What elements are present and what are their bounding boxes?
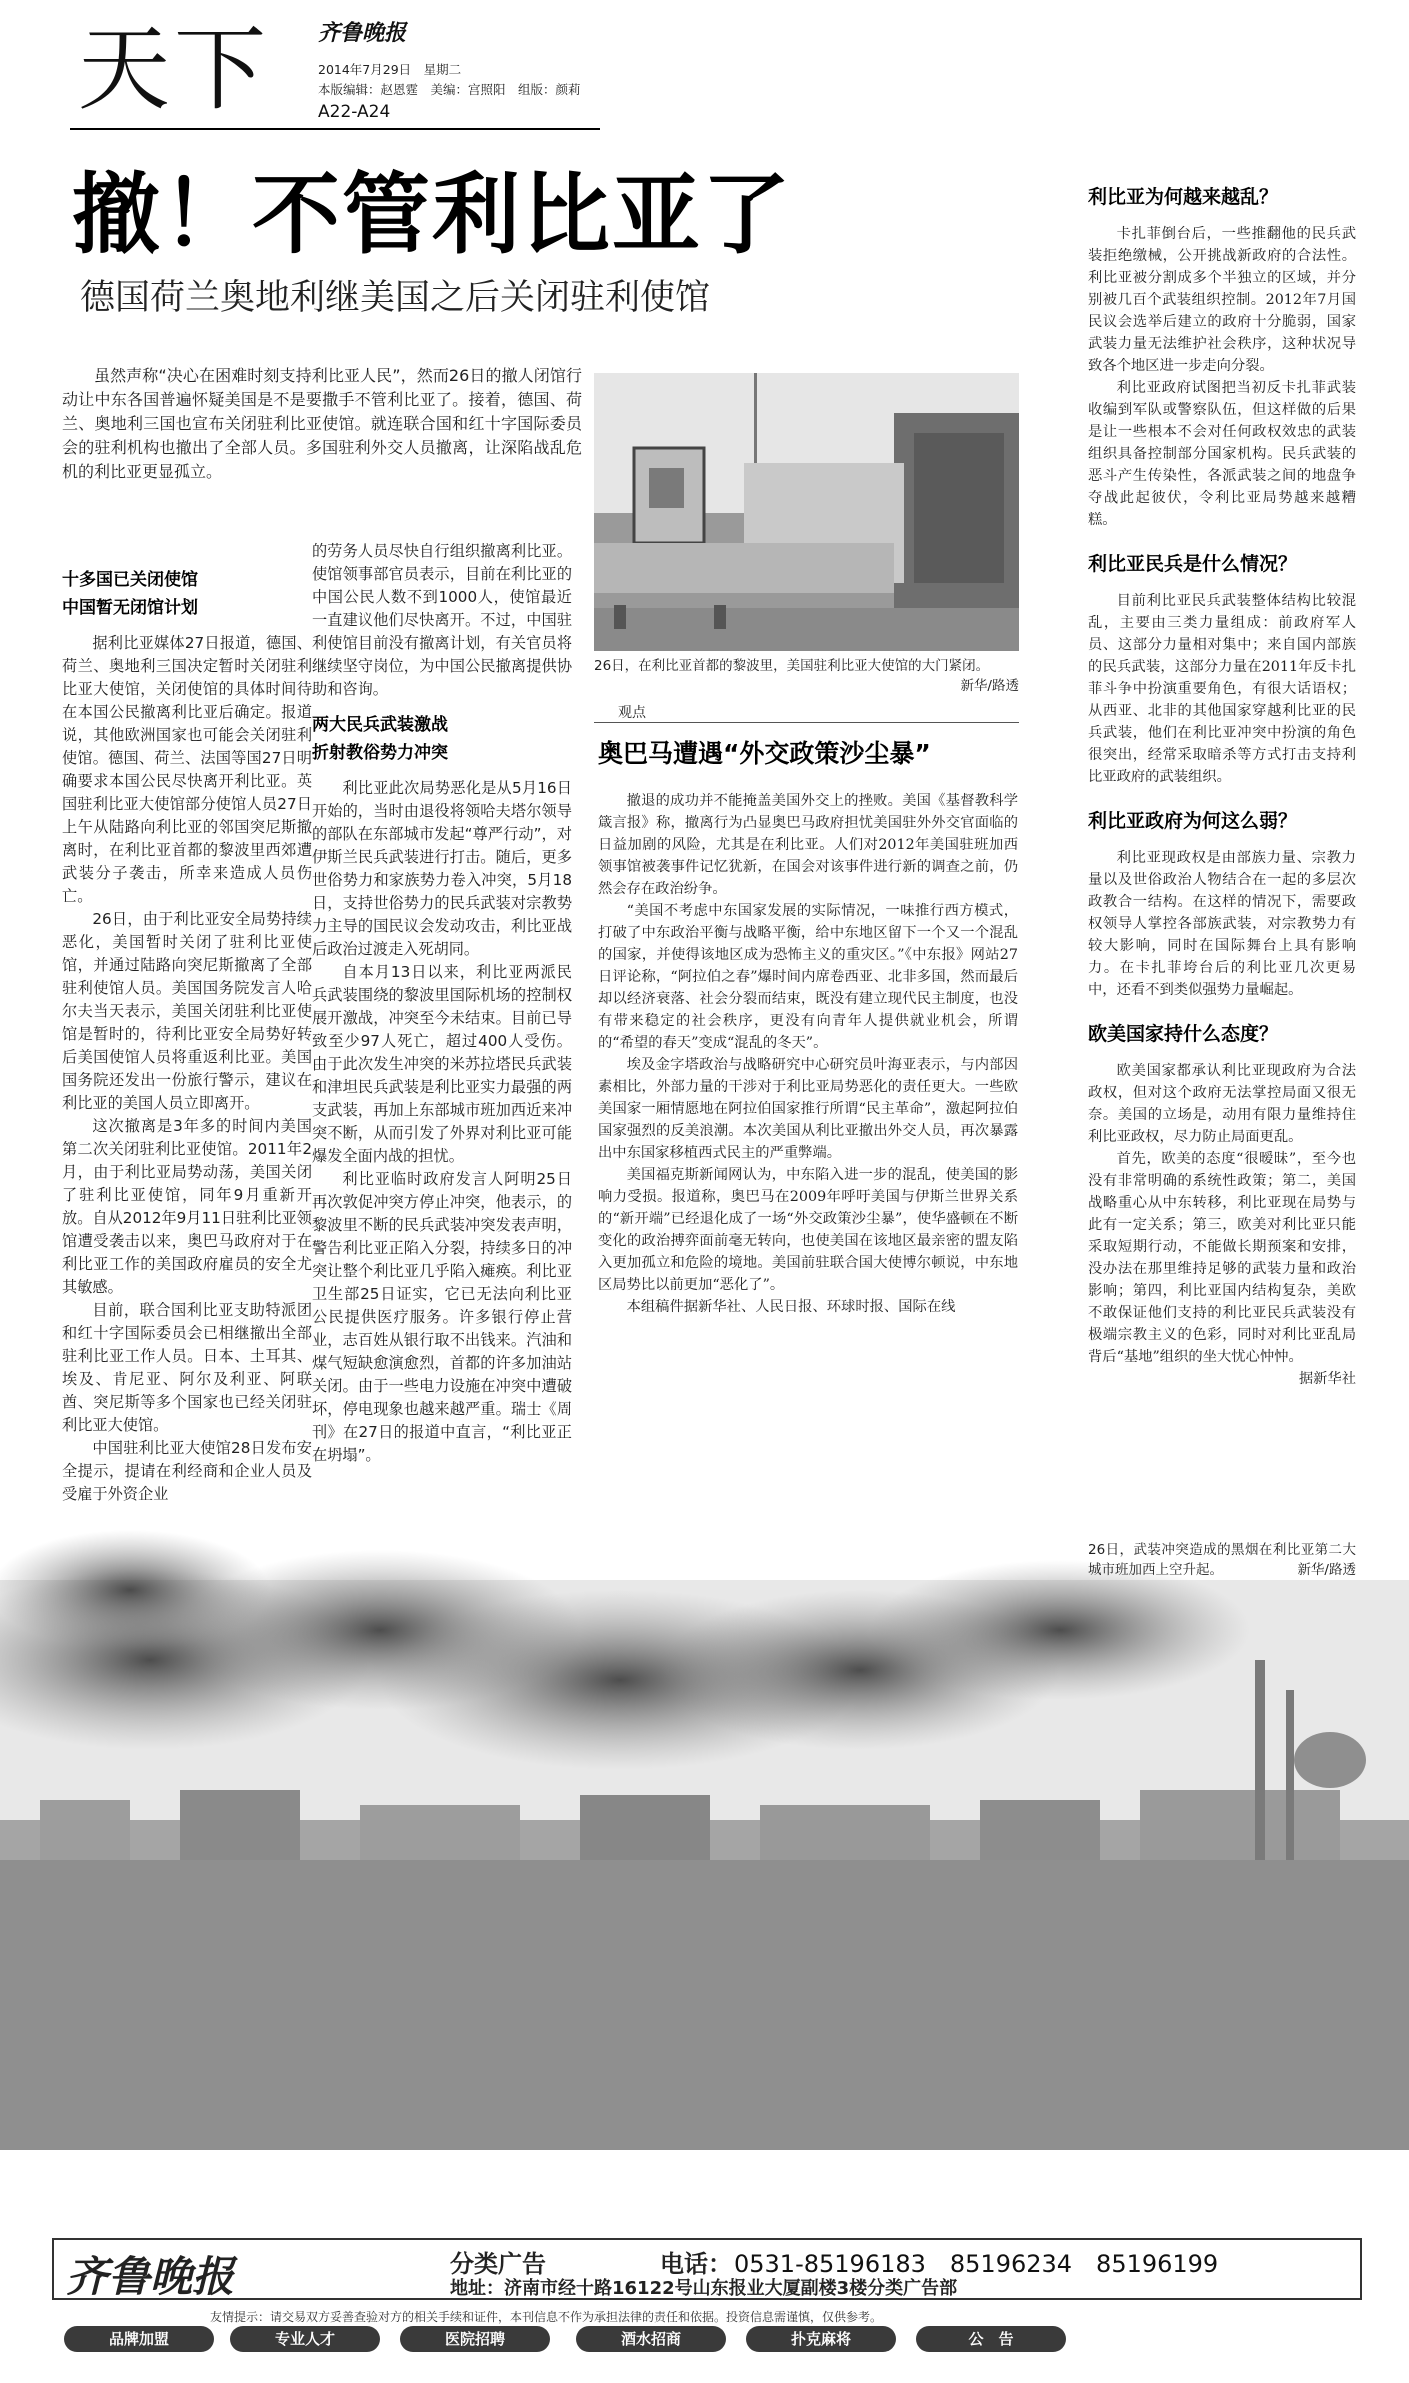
col2-paragraph: 利比亚临时政府发言人阿明25日再次敦促冲突方停止冲突，他表示，的黎波里不断的民兵武装冲突发表声明，警告利比亚正陷入分裂，持续多日的冲突让整个利比亚几乎陷入瘫痪。利比亚卫生部25日证实，它已无法向利比亚公民提供医疗服务。许多银行停止营业，志百姓从银行取不出钱来。汽油和煤气短缺愈演愈烈，首都的许多加油站关闭。由于一些电力设施在冲突中遭破坏，停电现象也越来越严重。瑞士《周刊》在27日的报道中直言，“利比亚正在坍塌”。	[312, 1170, 572, 1464]
classifieds-address: 地址：济南市经十路16122号山东报业大厦副楼3楼分类广告部	[450, 2278, 958, 2299]
opinion-paragraph: 埃及金字塔政治与战略研究中心研究员叶海亚表示，与内部因素相比，外部力量的干涉对于利比亚局势恶化的责任更大。一些欧美国家一厢情愿地在阿拉伯国家推行所谓“民主革命”，激起阿拉伯国家强烈的反美浪潮。本次美国从利比亚撤出外交人员，再次暴露出中东国家移植西式民主的严重弊端。	[598, 1057, 1018, 1161]
col2-heading-1: 两大民兵武装激战	[312, 715, 448, 735]
category-header: 医院招聘	[400, 2326, 550, 2352]
subheadline: 德国荷兰奥地利继美国之后关闭驻利使馆	[80, 278, 711, 318]
classifieds-notice: 友情提示：请交易双方妥善查验对方的相关手续和证件，本刊信息不作为承担法律的责任和依据。投资信息需谨慎，仅供参考。	[210, 2310, 883, 2324]
benghazi-photo-caption: 26日，武装冲突造成的黑烟在利比亚第二大城市班加西上空升起。 新华/路透	[1088, 1542, 1356, 1578]
col2-paragraph: 自本月13日以来，利比亚两派民兵武装围绕的黎波里国际机场的控制权展开激战，冲突至今未结束。目前已导致至少97人死亡，超过400人受伤。由于此次发生冲突的米苏拉塔民兵武装和津坦民兵武装是利比亚实力最强的两支武装，再加上东部城市班加西近来冲突不断，从而引发了外界对利比亚可能爆发全面内战的担忧。	[312, 963, 572, 1165]
col2-heading-2: 折射教俗势力冲突	[312, 743, 448, 763]
col1-paragraph: 26日，由于利比亚安全局势持续恶化，美国暂时关闭了驻利比亚使馆，并通过陆路向突尼斯撤离了全部驻利使馆人员。美国国务院发言人哈尔夫当天表示，美国关闭驻利比亚使馆是暂时的，待利比亚安全局势好转后美国使馆人员将重返利比亚。美国国务院还发出一份旅行警示，建议在利比亚的美国人员立即离开。	[62, 910, 312, 1112]
col2-paragraph: 的劳务人员尽快自行组织撤离利比亚。使馆领事部官员表示，目前在利比亚的中国公民人数不到1000人，使馆最近一直建议他们尽快离开。不过，中国驻利使馆目前没有撤离计划，有关官员将继续坚守岗位，为中国公民撤离提供协助和咨询。	[312, 542, 572, 698]
benghazi-photo-credit: 新华/路透	[1297, 1562, 1356, 1578]
classifieds-phone-label: 电话：	[660, 2250, 732, 2278]
col2-paragraph: 利比亚此次局势恶化是从5月16日开始的，当时由退役将领哈夫塔尔领导的部队在东部城市发起“尊严行动”，对伊斯兰民兵武装进行打击。随后，更多世俗势力和家族势力卷入冲突，5月18日，支持世俗势力的民兵武装对宗教势力主导的国民议会发动攻击，利比亚战后政治过渡走入死胡同。	[312, 779, 572, 958]
sidebar-question: 利比亚为何越来越乱？	[1088, 186, 1279, 208]
sidebar-credit: 据新华社	[1298, 1371, 1356, 1387]
col1-paragraph: 据利比亚媒体27日报道，德国、荷兰、奥地利三国决定暂时关闭驻利比亚大使馆，关闭使馆的具体时间待在本国公民撤离利比亚后确定。报道说，其他欧洲国家也可能会关闭驻利使馆。德国、荷兰、法国等国27日明确要求本国公民尽快离开利比亚。英国驻利比亚大使馆部分使馆人员27日上午从陆路向利比亚的邻国突尼斯撤离时，在利比亚首都的黎波里西郊遭武装分子袭击，所幸来造成人员伤亡。	[62, 634, 312, 905]
col1-paragraph: 这次撤离是3年多的时间内美国第二次关闭驻利比亚使馆。2011年2月，由于利比亚局势动荡，美国关闭了驻利比亚使馆，同年9月重新开放。自从2012年9月11日驻利比亚领馆遭受袭击以来，奥巴马政府对于在利比亚工作的美国政府雇员的安全尤其敏感。	[62, 1117, 312, 1296]
headline: 撤！不管利比亚了	[72, 163, 793, 266]
sidebar-paragraph: 卡扎菲倒台后，一些推翻他的民兵武装拒绝缴械，公开挑战新政府的合法性。利比亚被分割成多个半独立的区域，并分别被几百个武装组织控制。2012年7月国民议会选举后建立的政府十分脆弱，国家武装力量无法维护社会秩序，这种状况导致各个地区进一步走向分裂。	[1088, 226, 1356, 374]
classifieds-logo: 齐鲁晚报	[66, 2252, 235, 2301]
embassy-gate-illustration	[594, 373, 1019, 651]
category-header: 专业人才	[230, 2326, 380, 2352]
column-1	[62, 566, 312, 1506]
col1-heading-1: 十多国已关闭使馆	[62, 570, 198, 590]
sidebar-paragraph: 首先，欧美的态度“很暧昧”，至今也没有非常明确的系统性政策；第二，美国战略重心从中东转移，利比亚现在局势与此有一定关系；第三，欧美对利比亚只能采取短期行动，不能做长期预案和安排，没办法在那里维持足够的武装力量和政治影响；第四，利比亚国内结构复杂，美欧不敢保证他们支持的利比亚民兵武装没有极端宗教主义的色彩，同时对利比亚乱局背后“基地”组织的坐大忧心忡忡。	[1088, 1151, 1356, 1365]
embassy-photo	[594, 373, 1019, 651]
classifieds-bottom-clip	[0, 2356, 1409, 2383]
col1-heading-2: 中国暂无闭馆计划	[62, 598, 198, 618]
sidebar-question: 欧美国家持什么态度？	[1088, 1023, 1279, 1045]
masthead-divider	[70, 128, 600, 130]
issue-date: 2014年7月29日 星期二	[318, 62, 462, 77]
sidebar-paragraph: 利比亚现政权是由部族力量、宗教力量以及世俗政治人物结合在一起的多层次政教合一结构。在这样的情况下，需要政权领导人掌控各部族武装，对宗教势力有较大影响，同时在国际舞台上具有影响力。在卡扎菲垮台后的利比亚几次更易中，还看不到类似强势力量崛起。	[1088, 850, 1356, 998]
opinion-paragraph: 美国福克斯新闻网认为，中东陷入进一步的混乱，使美国的影响力受损。报道称，奥巴马在2009年呼吁美国与伊斯兰世界关系的“新开端”已经退化成了一场“外交政策沙尘暴”，使华盛顿在不断变化的政治搏弈面前毫无转向，也使美国在该地区最亲密的盟友陷入更加孤立和危险的境地。美国前驻联合国大使博尔顿说，中东地区局势比以前更加“恶化了”。	[598, 1167, 1018, 1293]
opinion-paragraph: “美国不考虑中东国家发展的实际情况，一味推行西方模式，打破了中东政治平衡与战略平衡，给中东地区留下一个又一个混乱的国家，并使得该地区成为恐怖主义的重灾区。”《中东报》网站27日评论称，“阿拉伯之春”爆时间内席卷西亚、北非多国，然而最后却以经济衰落、社会分裂而结束，既没有建立现代民主制度，也没有带来稳定的社会秩序，更没有向青年人提供就业机会，所谓的“希望的春天”变成“混乱的冬天”。	[598, 903, 1018, 1051]
category-header: 酒水招商	[576, 2326, 726, 2352]
editors-line: 本版编辑：赵恩霆 美编：宫照阳 组版：颜莉	[318, 82, 581, 97]
category-header: 公 告	[916, 2326, 1066, 2352]
sidebar-paragraph: 欧美国家都承认利比亚现政府为合法政权，但对这个政府无法掌控局面又很无奈。美国的立场是，动用有限力量维持住利比亚政权，尽力防止局面更乱。	[1088, 1063, 1356, 1145]
section-title: 天下	[78, 16, 271, 123]
embassy-photo-credit: 新华/路透	[960, 678, 1019, 694]
classifieds-category: 分类广告	[450, 2250, 546, 2278]
opinion-tag: 观点	[618, 705, 646, 721]
lead-paragraph: 虽然声称“决心在困难时刻支持利比亚人民”，然而26日的撤人闭馆行动让中东各国普遍怀疑美国是不是要撒手不管利比亚了。接着，德国、荷兰、奥地利三国也宣布关闭驻利比亚使馆。就连联合国和红十字国际委员会的驻利机构也撤出了全部人员。多国驻利外交人员撤离，让深陷战乱危机的利比亚更显孤立。	[62, 366, 582, 481]
category-header: 品牌加盟	[64, 2326, 214, 2352]
sidebar	[1088, 182, 1356, 1390]
paper-logo: 齐鲁晚报	[318, 20, 407, 46]
smoke-cityscape-illustration	[0, 1520, 1409, 2220]
sidebar-question: 利比亚政府为何这么弱？	[1088, 810, 1298, 832]
category-header: 扑克麻将	[746, 2326, 896, 2352]
opinion-rule	[594, 722, 1019, 723]
opinion-title: 奥巴马遭遇“外交政策沙尘暴”	[598, 739, 931, 768]
col1-paragraph: 中国驻利比亚大使馆28日发布安全提示，提请在利经商和企业人员及受雇于外资企业	[62, 1439, 312, 1503]
classifieds-phones: 0531-85196183 85196234 85196199	[734, 2250, 1219, 2278]
col1-paragraph: 目前，联合国利比亚支助特派团和红十字国际委员会已相继撤出全部驻利比亚工作人员。日本、土耳其、埃及、肯尼亚、阿尔及利亚、阿联酋、突尼斯等多个国家也已经关闭驻利比亚大使馆。	[62, 1301, 312, 1434]
sidebar-question: 利比亚民兵是什么情况？	[1088, 553, 1298, 575]
sidebar-paragraph: 目前利比亚民兵武装整体结构比较混乱，主要由三类力量组成：前政府军人员、这部分力量相对集中；来自国内部族的民兵武装，这部分力量在2011年反卡扎菲斗争中扮演重要角色，有很大话语权；从西亚、北非的其他国家穿越利比亚的民兵武装，他们在利比亚冲突中扮演的角色很突出，经常采取暗杀等方式打击支持利比亚政府的武装组织。	[1088, 593, 1356, 785]
page-range: A22-A24	[318, 102, 391, 122]
opinion-paragraph: 撤退的成功并不能掩盖美国外交上的挫败。美国《基督教科学箴言报》称，撤离行为凸显奥巴马政府担忧美国驻外外交官面临的日益加剧的风险，尤其是在利比亚。人们对2012年美国驻班加西领事馆被袭事件记忆犹新，在国会对该事件进行新的调查之前，仍然会存在政治纷争。	[598, 793, 1018, 897]
column-2	[312, 540, 572, 1467]
opinion-sources: 本组稿件据新华社、人民日报、环球时报、国际在线	[626, 1299, 956, 1315]
opinion-body	[598, 790, 1018, 1318]
sidebar-paragraph: 利比亚政府试图把当初反卡扎菲武装收编到军队或警察队伍，但这样做的后果是让一些根本不会对任何政权效忠的武装组织具备控制部分国家机构。民兵武装的恶斗产生传染性，各派武装之间的地盘争夺战此起彼伏，令利比亚局势越来越糟糕。	[1088, 380, 1356, 528]
benghazi-photo	[0, 1520, 1409, 2220]
embassy-photo-caption: 26日，在利比亚首都的黎波里，美国驻利比亚大使馆的大门紧闭。 新华/路透	[594, 658, 1019, 694]
